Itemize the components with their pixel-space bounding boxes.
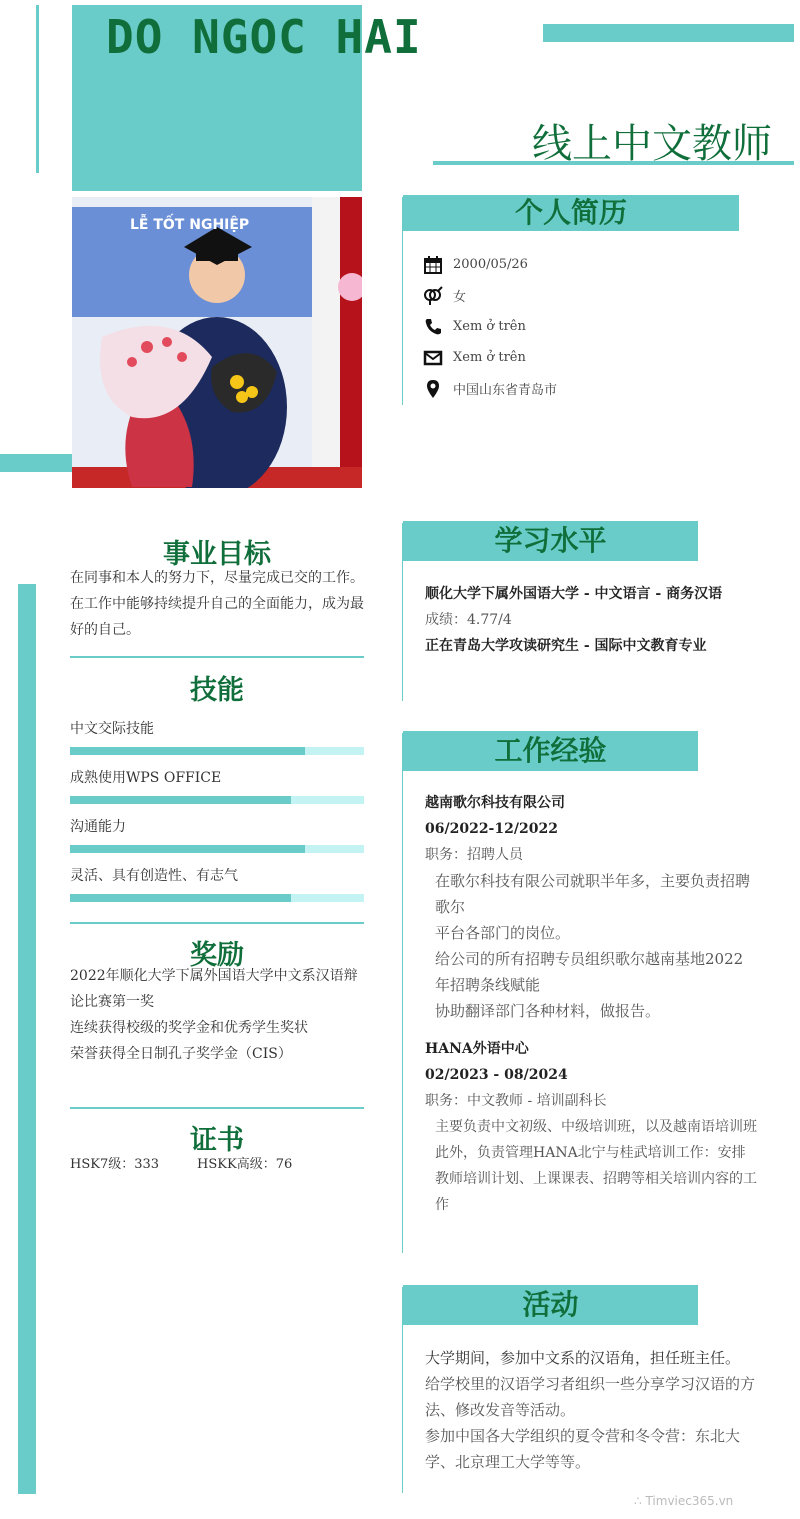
certificates-list [70, 1153, 364, 1172]
skill-item [70, 765, 364, 814]
skills-title: 技能 [190, 675, 244, 706]
skill-bar-fill [70, 894, 291, 902]
job-entry [425, 1036, 757, 1218]
experience-divider [402, 733, 403, 1253]
gender-row [423, 280, 783, 311]
job-position: 职务：招聘人员 [425, 847, 523, 863]
education-school: 顺化大学下属外国语大学 - 中文语言 - 商务汉语 [425, 586, 723, 602]
job-title: 线上中文教师 [532, 121, 772, 167]
skill-bar [70, 894, 364, 902]
education-title: 学习水平 [403, 521, 698, 561]
job-desc-line: 此外，负责管理HANA北宁与桂武培训工作：安排教师培训计划、上课课表、招聘等相关培训内容的工作 [435, 1145, 757, 1213]
awards-rule [70, 1107, 364, 1109]
activities-content [425, 1345, 757, 1475]
certificates-title: 证书 [190, 1125, 244, 1156]
location-text: 中国山东省青岛市 [453, 383, 558, 398]
activities-title: 活动 [403, 1285, 698, 1325]
email-row [423, 342, 783, 373]
objective-title: 事业目标 [163, 539, 271, 570]
award-line: 2022年顺化大学下属外国语大学中文系汉语辩论比赛第一奖 [70, 968, 358, 1010]
watermark-icon: ∴ [634, 1494, 646, 1508]
skill-bar-fill [70, 845, 305, 853]
objective-text: 在同事和本人的努力下，尽量完成已交的工作。在工作中能够持续提升自己的全面能力，成为最好的自己。 [70, 570, 364, 638]
education-content [425, 581, 757, 659]
location-row [423, 373, 783, 404]
phone-text: Xem ở trên [453, 319, 526, 334]
job-desc-line: 平台各部门的岗位。 [435, 924, 571, 942]
job-period: 06/2022-12/2022 [425, 821, 558, 837]
skill-item [70, 716, 364, 765]
skill-item [70, 814, 364, 863]
job-position: 职务：中文教师 - 培训副科长 [425, 1093, 607, 1109]
skill-label: 沟通能力 [70, 819, 126, 835]
job-desc-line: 给公司的所有招聘专员组织歌尔越南基地2022年招聘条线赋能 [435, 950, 744, 994]
job-company: 越南歌尔科技有限公司 [425, 795, 565, 811]
phone-row [423, 311, 783, 342]
award-line: 荣誉获得全日制孔子奖学金（CIS） [70, 1046, 292, 1062]
top-left-vertical-line [36, 5, 39, 173]
watermark-text: Timviec365.vn [645, 1494, 734, 1508]
skill-label: 中文交际技能 [70, 721, 154, 737]
birthdate-text: 2000/05/26 [453, 257, 528, 272]
watermark [634, 1494, 733, 1508]
skill-label: 成熟使用WPS OFFICE [70, 770, 222, 786]
job-desc-line: 协助翻译部门各种材料，做报告。 [435, 1002, 661, 1020]
skill-bar-fill [70, 747, 305, 755]
calendar-icon [423, 255, 443, 275]
skills-list [70, 716, 364, 912]
award-line: 连续获得校级的奖学金和优秀学生奖状 [70, 1020, 308, 1036]
certificate-item: HSKK高级：76 [197, 1157, 293, 1172]
job-period: 02/2023 - 08/2024 [425, 1067, 568, 1083]
activity-line: 参加中国各大学组织的夏令营和冬令营：东北大学、北京理工大学等等。 [425, 1427, 741, 1471]
gender-icon [423, 286, 443, 306]
profile-title: 个人简历 [403, 195, 739, 231]
skill-bar [70, 845, 364, 853]
activity-line: 大学期间，参加中文系的汉语角，担任班主任。 [425, 1349, 741, 1367]
job-entry [425, 790, 757, 1024]
gender-text: 女 [453, 290, 467, 305]
skill-item [70, 863, 364, 912]
education-current: 正在青岛大学攻读研究生 - 国际中文教育专业 [425, 638, 707, 654]
skill-bar [70, 747, 364, 755]
awards-list [70, 963, 364, 1067]
activity-line: 给学校里的汉语学习者组织一些分享学习汉语的方法、修改发音等活动。 [425, 1375, 756, 1419]
birthdate-row [423, 249, 783, 280]
skill-bar [70, 796, 364, 804]
left-long-bar [18, 584, 36, 1494]
job-company: HANA外语中心 [425, 1041, 529, 1057]
profile-photo [72, 197, 362, 488]
job-desc-line: 在歌尔科技有限公司就职半年多，主要负责招聘歌尔 [435, 872, 751, 916]
experience-content [425, 790, 757, 1218]
email-icon [423, 348, 443, 368]
objective-rule [70, 656, 364, 658]
location-icon [423, 379, 443, 399]
profile-list [423, 249, 783, 404]
skill-bar-fill [70, 796, 291, 804]
skills-rule [70, 922, 364, 924]
job-desc-line: 主要负责中文初级、中级培训班，以及越南语培训班 [435, 1119, 757, 1135]
left-side-stub [0, 454, 72, 472]
certificate-item: HSK7级：333 [70, 1157, 160, 1172]
awards-title: 奖励 [190, 940, 244, 971]
phone-icon [423, 317, 443, 337]
experience-title: 工作经验 [403, 731, 698, 771]
photo-banner-text: LỄ TỐT NGHIỆP [130, 217, 250, 233]
top-right-bar [543, 24, 794, 42]
education-score: 成绩：4.77/4 [425, 612, 512, 628]
skill-label: 灵活、具有创造性、有志气 [70, 868, 238, 884]
email-text: Xem ở trên [453, 350, 526, 365]
candidate-name: DO NGOC HAI [106, 10, 422, 64]
